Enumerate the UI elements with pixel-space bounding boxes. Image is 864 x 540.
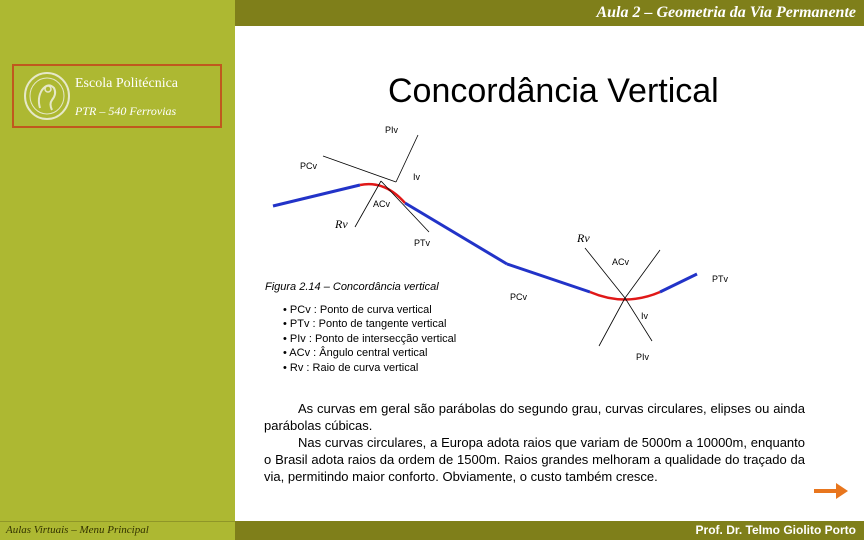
- definition-item: • Rv : Raio de curva vertical: [283, 361, 419, 374]
- label-acv-2: ACv: [612, 257, 630, 267]
- school-seal-icon: [22, 70, 72, 122]
- tangent-ext-3: [599, 298, 625, 346]
- definition-list: [283, 303, 465, 375]
- label-iv-2: Iv: [641, 311, 649, 321]
- definition-item: • PIv : Ponto de intersecção vertical: [283, 332, 457, 345]
- sidebar: [0, 26, 235, 521]
- label-acv-1: ACv: [373, 199, 391, 209]
- header-title: Aula 2 – Geometria da Via Permanente: [235, 0, 864, 26]
- figure-caption: Figura 2.14 – Concordância vertical: [265, 281, 439, 293]
- topbar-left: [0, 0, 235, 26]
- radius-line-2a: [585, 248, 625, 298]
- logo-school-name: Escola Politécnica: [75, 76, 179, 91]
- definition-item: • ACv : Ângulo central vertical: [283, 347, 428, 360]
- label-ptv-1: PTv: [414, 238, 431, 248]
- footer-right-bar: [235, 521, 864, 540]
- label-pcv-2: PCv: [510, 292, 528, 302]
- label-iv-1: Iv: [413, 172, 421, 182]
- label-piv-2: PIv: [636, 352, 650, 362]
- label-rv-1: Rv: [335, 217, 348, 231]
- definition-item: • PTv : Ponto de tangente vertical: [283, 318, 447, 331]
- tangent-left-2: [507, 264, 590, 292]
- tangent-left-1: [273, 185, 360, 206]
- slide-title: Concordância Vertical: [388, 72, 719, 110]
- label-piv-1: PIv: [385, 125, 399, 135]
- author-credit: Prof. Dr. Telmo Giolito Porto: [695, 523, 856, 537]
- label-rv-2: Rv: [577, 231, 590, 245]
- menu-link[interactable]: Aulas Virtuais – Menu Principal: [6, 524, 149, 536]
- label-pcv-1: PCv: [300, 161, 318, 171]
- arrow-right-icon[interactable]: [814, 482, 850, 500]
- body-text: [264, 400, 805, 485]
- paragraph: Nas curvas circulares, a Europa adota raios que variam de 5000m a 10000m, enquanto o Brasil adota raios da ordem de 1500m. Raios grandes melhoram a qualidade do traçado da via, permitindo maior conforto. Obviamente, o custo também cresce.: [264, 435, 805, 484]
- definition-item: • PCv : Ponto de curva vertical: [283, 304, 432, 316]
- tangent-ext-1: [323, 156, 396, 182]
- paragraph: As curvas em geral são parábolas do segundo grau, curvas circulares, elipses ou ainda parábolas cúbicas.: [264, 401, 805, 433]
- tangent-right-2: [660, 274, 697, 292]
- footer-left-bar: [0, 521, 235, 540]
- tangent-right-1: [405, 203, 507, 264]
- logo-course-name: PTR – 540 Ferrovias: [75, 104, 177, 118]
- radius-line-2b: [625, 250, 660, 298]
- logo-box: [12, 64, 222, 128]
- label-ptv-2: PTv: [712, 274, 729, 284]
